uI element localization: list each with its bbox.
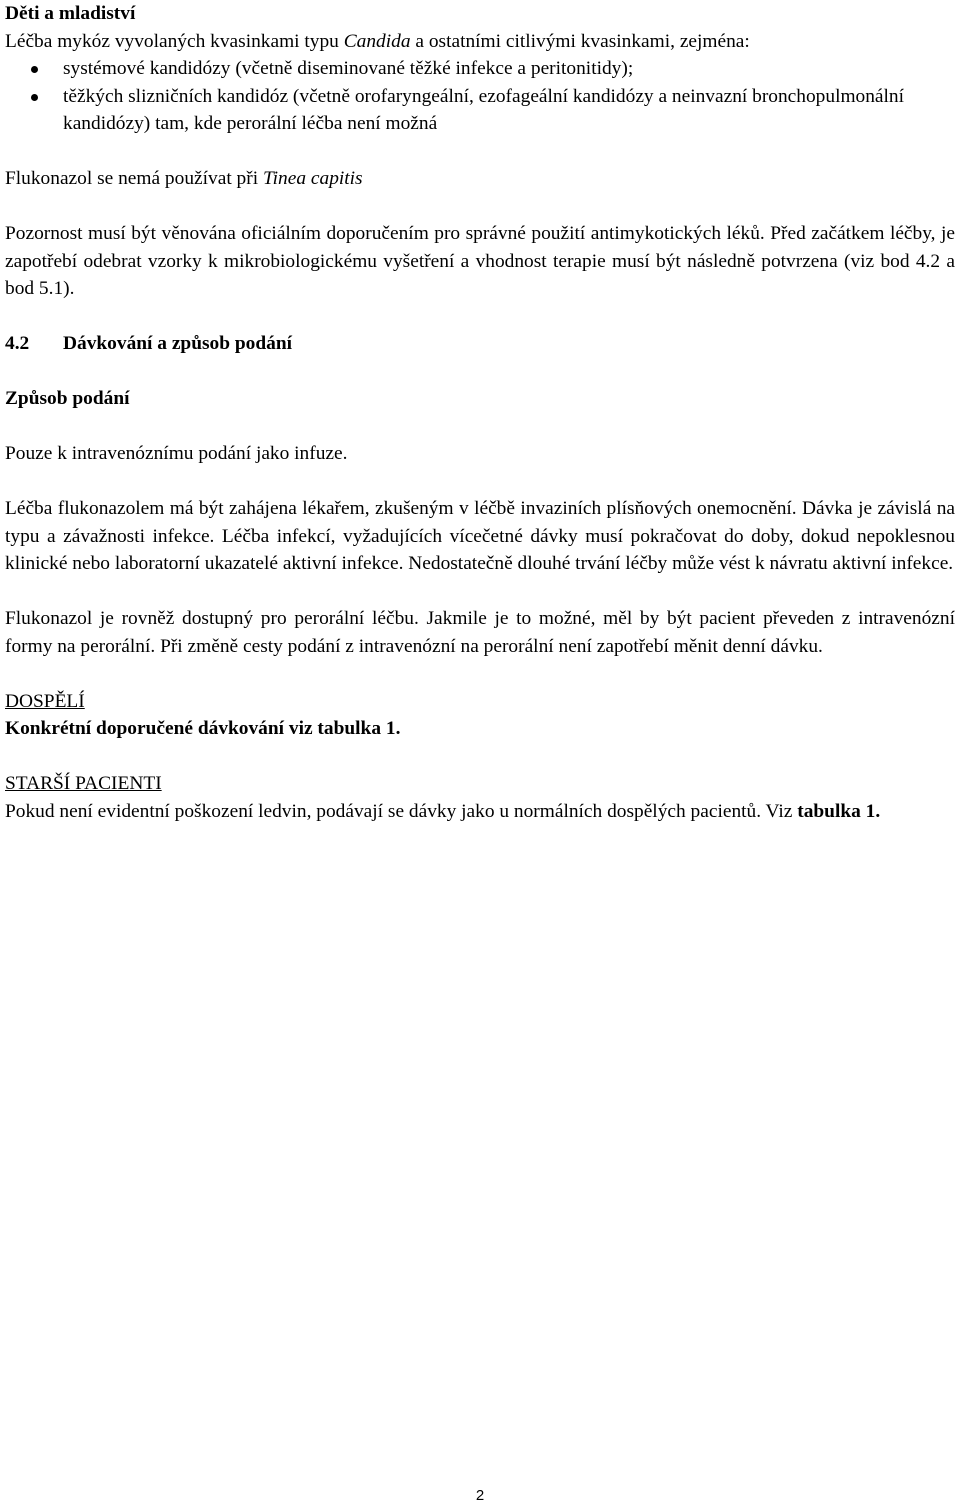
elderly-paragraph <box>5 798 955 826</box>
children-intro-text: Léčba mykóz vyvolaných kvasinkami typu <box>5 30 344 52</box>
children-heading: Děti a mladiství <box>5 3 136 24</box>
tinea-note <box>5 165 955 193</box>
list-item <box>63 83 955 138</box>
candida-term: Candida <box>343 30 411 52</box>
section-number: 4.2 <box>5 333 30 354</box>
section-title: Dávkování a způsob podání <box>63 333 293 354</box>
oral-paragraph: Flukonazol je rovněž dostupný pro perorální léčbu. Jakmile je to možné, měl by být pacient převeden z intravenózní formy na perorální. Při změně cesty podání z intravenózní na perorální není zapotřebí měnit denní dávku. <box>5 608 955 657</box>
treatment-paragraph: Léčba flukonazolem má být zahájena lékařem, zkušeným v léčbě invaziních plísňových onemocnění. Dávka je závislá na typu a závažnosti infekce. Léčba infekcí, vyžadujících vícečetné dávky musí pokračovat do doby, dokud nepoklesnou klinické nebo laboratorní ukazatelé aktivní infekce. Nedostatečně dlouhé trvání léčby může vést k návratu aktivní infekce. <box>5 498 955 574</box>
section-heading-4-2 <box>5 330 955 358</box>
tinea-term: Tinea capitis <box>262 168 363 189</box>
list-item-text: těžkých slizničních kandidóz (včetně orofaryngeální, ezofageální kandidózy a neinvazní bronchopulmonální kandidózy) tam, kde perorální léčba není možná <box>63 85 905 134</box>
children-intro-text-end: a ostatními citlivými kvasinkami, zejména: <box>410 30 750 52</box>
tinea-note-text: Flukonazol se nemá používat při <box>5 168 263 189</box>
elderly-heading: STARŠÍ PACIENTI <box>5 773 162 794</box>
indication-list <box>5 55 955 138</box>
list-item-text: systémové kandidózy (včetně diseminované těžké infekce a peritonitidy); <box>63 58 634 79</box>
bullet-icon <box>31 66 38 73</box>
elderly-text: Pokud není evidentní poškození ledvin, podávají se dávky jako u normálních dospělých pacientů. Viz <box>5 800 798 822</box>
caution-paragraph: Pozornost musí být věnována oficiálním doporučením pro správné použití antimykotických léků. Před začátkem léčby, je zapotřebí odebrat vzorky k mikrobiologickému vyšetření a vhodnost terapie musí být následně potvrzena (viz bod 4.2 a bod 5.1). <box>5 223 955 299</box>
administration-heading: Způsob podání <box>5 388 130 409</box>
adults-dosage-note: Konkrétní doporučené dávkování viz tabulka 1. <box>5 718 401 739</box>
table-reference: tabulka 1. <box>797 800 881 822</box>
children-intro <box>5 28 955 56</box>
adults-heading: DOSPĚLÍ <box>5 690 85 712</box>
page-number: 2 <box>475 1487 485 1504</box>
document-page <box>5 0 955 825</box>
bullet-icon <box>31 94 38 101</box>
administration-text: Pouze k intravenóznímu podání jako infuze. <box>5 443 348 464</box>
list-item <box>63 55 955 83</box>
